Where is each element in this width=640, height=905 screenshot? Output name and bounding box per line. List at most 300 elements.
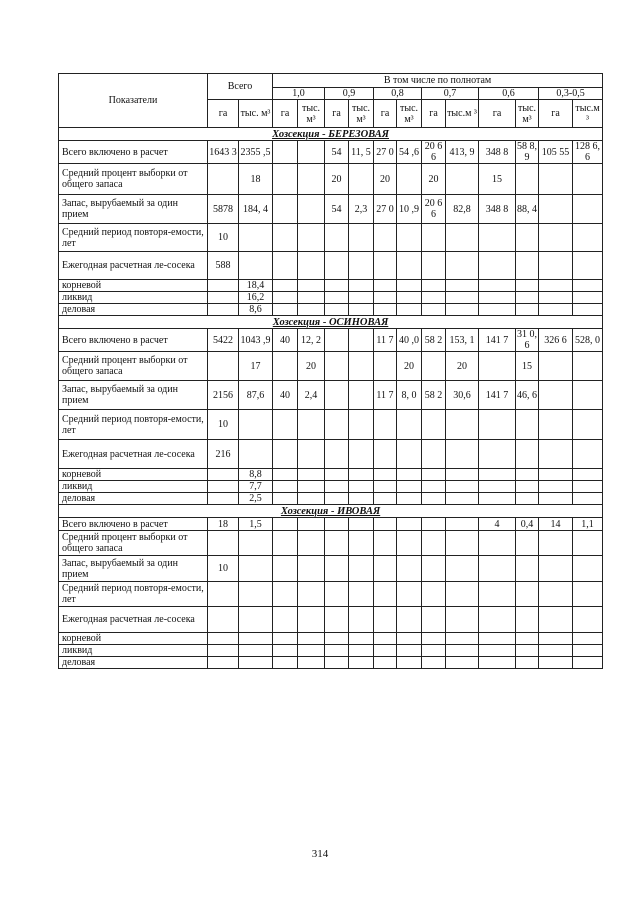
table-cell xyxy=(397,657,422,669)
table-cell xyxy=(397,410,422,440)
table-cell xyxy=(422,481,446,493)
table-cell xyxy=(446,280,479,292)
table-cell xyxy=(573,633,603,645)
table-cell: 20 66 xyxy=(422,141,446,164)
table-cell xyxy=(273,493,298,505)
table-cell xyxy=(397,607,422,633)
table-cell xyxy=(446,224,479,252)
row-label: деловая xyxy=(59,304,208,316)
header-unit: тыс. м³ xyxy=(349,100,374,128)
header-unit: га xyxy=(479,100,516,128)
table-cell xyxy=(298,141,325,164)
table-cell: 15 xyxy=(479,164,516,195)
table-cell xyxy=(273,633,298,645)
table-cell xyxy=(422,352,446,381)
table-row xyxy=(59,224,603,252)
table-cell: 105 55 xyxy=(539,141,573,164)
table-cell xyxy=(573,645,603,657)
page-number: 314 xyxy=(311,848,329,860)
table-cell xyxy=(349,493,374,505)
table-cell xyxy=(573,381,603,410)
table-cell xyxy=(325,469,349,481)
table-cell xyxy=(397,280,422,292)
table-cell xyxy=(298,481,325,493)
row-label: Средний период повторя-емости, лет xyxy=(59,410,208,440)
table-cell xyxy=(573,252,603,280)
table-cell xyxy=(446,582,479,607)
table-cell xyxy=(325,440,349,469)
table-cell xyxy=(349,329,374,352)
table-cell xyxy=(298,292,325,304)
table-cell xyxy=(479,352,516,381)
table-cell xyxy=(273,141,298,164)
table-cell xyxy=(422,582,446,607)
row-label: Запас, вырубаемый за один прием xyxy=(59,556,208,582)
header-unit: тыс.м ³ xyxy=(573,100,603,128)
table-cell xyxy=(573,224,603,252)
table-cell xyxy=(573,352,603,381)
table-cell xyxy=(573,292,603,304)
header-indicator: Показатели xyxy=(59,74,208,128)
table-cell xyxy=(479,304,516,316)
table-cell: 18,4 xyxy=(239,280,273,292)
table-cell xyxy=(374,657,397,669)
table-cell xyxy=(239,657,273,669)
table-cell xyxy=(325,645,349,657)
table-cell xyxy=(397,493,422,505)
table-cell xyxy=(516,280,539,292)
table-cell xyxy=(539,633,573,645)
table-cell xyxy=(325,304,349,316)
table-cell: 20 xyxy=(397,352,422,381)
table-cell xyxy=(374,352,397,381)
table-cell xyxy=(573,531,603,556)
table-cell xyxy=(349,292,374,304)
table-cell xyxy=(349,440,374,469)
table-cell xyxy=(446,440,479,469)
table-cell xyxy=(374,292,397,304)
table-cell xyxy=(516,556,539,582)
table-cell xyxy=(539,195,573,224)
row-label: Запас, вырубаемый за один прием xyxy=(59,381,208,410)
row-label: ликвид xyxy=(59,645,208,657)
table-cell xyxy=(573,481,603,493)
table-cell: 216 xyxy=(208,440,239,469)
table-cell xyxy=(298,518,325,531)
table-cell: 46, 6 xyxy=(516,381,539,410)
table-cell xyxy=(208,531,239,556)
table-cell xyxy=(239,224,273,252)
table-cell: 10 xyxy=(208,556,239,582)
table-cell: 1643 3 xyxy=(208,141,239,164)
row-label: Ежегодная расчетная ле-сосека xyxy=(59,440,208,469)
row-label: Всего включено в расчет xyxy=(59,518,208,531)
table-cell xyxy=(479,556,516,582)
table-cell xyxy=(516,493,539,505)
table-cell xyxy=(516,481,539,493)
table-cell xyxy=(422,304,446,316)
table-cell xyxy=(397,304,422,316)
table-cell: 128 6,6 xyxy=(573,141,603,164)
table-cell xyxy=(479,469,516,481)
table-cell xyxy=(325,292,349,304)
table-cell xyxy=(422,252,446,280)
table-cell xyxy=(539,493,573,505)
row-label: Ежегодная расчетная ле-сосека xyxy=(59,252,208,280)
table-cell xyxy=(539,292,573,304)
table-cell xyxy=(325,224,349,252)
table-cell xyxy=(325,329,349,352)
table-cell: 14 xyxy=(539,518,573,531)
table-cell xyxy=(208,469,239,481)
table-cell xyxy=(479,292,516,304)
table-row xyxy=(59,556,603,582)
table-cell: 58 8,9 xyxy=(517,141,537,163)
table-cell xyxy=(349,556,374,582)
table-cell: 2355 ,5 xyxy=(239,141,273,164)
table-cell xyxy=(397,645,422,657)
table-cell xyxy=(573,657,603,669)
table-cell xyxy=(298,657,325,669)
table-cell: 528, 0 xyxy=(573,329,603,352)
table-cell xyxy=(349,304,374,316)
table-cell xyxy=(239,252,273,280)
table-row xyxy=(59,410,603,440)
header-by-density: В том числе по полнотам xyxy=(273,74,603,88)
table-cell xyxy=(516,224,539,252)
table-cell xyxy=(273,410,298,440)
table-cell: 1,1 xyxy=(573,518,603,531)
table-cell: 141 7 xyxy=(479,381,516,410)
row-label: Средний процент выборки от общего запаса xyxy=(59,352,208,381)
table-cell xyxy=(539,469,573,481)
row-label: деловая xyxy=(59,657,208,669)
table-cell xyxy=(539,224,573,252)
table-cell xyxy=(273,304,298,316)
table-row xyxy=(59,518,603,531)
table-cell xyxy=(273,607,298,633)
table-cell xyxy=(479,531,516,556)
header-unit: тыс. м³ xyxy=(239,100,273,128)
table-cell xyxy=(208,657,239,669)
table-cell xyxy=(273,252,298,280)
table-cell xyxy=(539,657,573,669)
table-cell: 27 0 xyxy=(374,141,397,164)
table-cell xyxy=(349,531,374,556)
table-cell xyxy=(273,657,298,669)
table-cell xyxy=(446,469,479,481)
table-cell xyxy=(239,556,273,582)
table-cell xyxy=(516,582,539,607)
table-cell xyxy=(397,518,422,531)
table-cell xyxy=(298,304,325,316)
table-cell xyxy=(273,164,298,195)
table-cell xyxy=(539,280,573,292)
table-cell xyxy=(273,224,298,252)
table-cell xyxy=(298,164,325,195)
table-cell: 20 xyxy=(325,164,349,195)
table-cell: 4 xyxy=(479,518,516,531)
table-cell: 2156 xyxy=(208,381,239,410)
table-row xyxy=(59,645,603,657)
table-row xyxy=(59,469,603,481)
table-row xyxy=(59,582,603,607)
table-cell xyxy=(273,582,298,607)
table-cell xyxy=(516,252,539,280)
table-cell xyxy=(573,304,603,316)
table-cell xyxy=(516,410,539,440)
table-cell xyxy=(273,556,298,582)
table-cell xyxy=(208,645,239,657)
table-cell: 1,5 xyxy=(239,518,273,531)
header-density: 0,7 xyxy=(422,88,479,100)
table-cell xyxy=(422,633,446,645)
table-cell xyxy=(239,440,273,469)
table-cell xyxy=(273,645,298,657)
table-cell xyxy=(573,556,603,582)
table-cell xyxy=(273,531,298,556)
table-cell xyxy=(208,633,239,645)
table-cell xyxy=(325,410,349,440)
table-cell xyxy=(516,531,539,556)
table-cell: 5422 xyxy=(208,329,239,352)
table-cell xyxy=(539,304,573,316)
table-cell xyxy=(349,481,374,493)
table-cell xyxy=(239,607,273,633)
table-cell xyxy=(325,481,349,493)
table-cell: 87,6 xyxy=(239,381,273,410)
table-cell xyxy=(273,440,298,469)
table-cell xyxy=(446,252,479,280)
table-cell xyxy=(325,493,349,505)
table-cell xyxy=(516,440,539,469)
table-cell xyxy=(325,582,349,607)
harvest-calculation-table xyxy=(58,73,603,669)
table-cell: 20 xyxy=(422,164,446,195)
row-label: корневой xyxy=(59,280,208,292)
table-cell xyxy=(349,633,374,645)
table-cell xyxy=(516,657,539,669)
table-cell: 58 2 xyxy=(422,329,446,352)
table-cell xyxy=(422,556,446,582)
table-cell xyxy=(374,252,397,280)
table-cell xyxy=(239,582,273,607)
header-unit: га xyxy=(208,100,239,128)
table-cell xyxy=(374,224,397,252)
table-cell xyxy=(273,481,298,493)
table-row xyxy=(59,493,603,505)
table-cell xyxy=(422,469,446,481)
table-cell: 588 xyxy=(208,252,239,280)
header-total: Всего xyxy=(208,74,273,100)
table-cell xyxy=(539,164,573,195)
table-cell xyxy=(573,607,603,633)
table-cell xyxy=(516,607,539,633)
table-row xyxy=(59,531,603,556)
header-density: 1,0 xyxy=(273,88,325,100)
table-cell xyxy=(374,645,397,657)
table-cell xyxy=(573,280,603,292)
table-cell: 8,6 xyxy=(239,304,273,316)
table-cell: 31 0,6 xyxy=(517,329,537,351)
table-cell xyxy=(349,518,374,531)
table-cell xyxy=(374,531,397,556)
table-cell xyxy=(298,195,325,224)
header-unit: тыс. м³ xyxy=(397,100,422,128)
table-cell: 348 8 xyxy=(479,195,516,224)
row-label: Всего включено в расчет xyxy=(59,329,208,352)
table-cell xyxy=(208,352,239,381)
table-cell xyxy=(374,410,397,440)
row-label: Средний процент выборки от общего запаса xyxy=(59,164,208,195)
table-row xyxy=(59,252,603,280)
row-label: ликвид xyxy=(59,481,208,493)
table-cell: 54 xyxy=(325,195,349,224)
table-cell xyxy=(479,410,516,440)
table-cell: 8, 0 xyxy=(397,381,422,410)
table-cell: 20 xyxy=(446,352,479,381)
table-cell xyxy=(573,195,603,224)
section-title: Хозсекция - ОСИНОВАЯ xyxy=(59,316,603,329)
table-cell: 10 xyxy=(208,224,239,252)
table-cell xyxy=(446,556,479,582)
table-cell: 11 7 xyxy=(374,329,397,352)
table-cell xyxy=(298,556,325,582)
table-cell xyxy=(573,493,603,505)
table-cell xyxy=(397,481,422,493)
table-cell xyxy=(273,195,298,224)
table-cell xyxy=(422,292,446,304)
table-cell xyxy=(349,607,374,633)
table-cell xyxy=(446,633,479,645)
table-cell: 40 ,0 xyxy=(397,329,422,352)
table-cell xyxy=(349,352,374,381)
table-cell xyxy=(349,252,374,280)
table-cell xyxy=(208,493,239,505)
table-cell xyxy=(325,657,349,669)
table-cell xyxy=(479,440,516,469)
table-cell xyxy=(298,224,325,252)
table-cell xyxy=(446,607,479,633)
table-cell xyxy=(298,633,325,645)
table-cell xyxy=(397,556,422,582)
table-cell xyxy=(273,352,298,381)
table-cell xyxy=(446,645,479,657)
table-cell xyxy=(516,645,539,657)
table-cell xyxy=(446,518,479,531)
table-cell xyxy=(298,440,325,469)
table-cell xyxy=(573,469,603,481)
table-cell xyxy=(325,607,349,633)
header-unit: тыс.м ³ xyxy=(446,100,479,128)
table-cell xyxy=(374,633,397,645)
table-cell xyxy=(422,440,446,469)
row-label: Запас, вырубаемый за один прием xyxy=(59,195,208,224)
header-density: 0,3-0,5 xyxy=(539,88,603,100)
table-cell xyxy=(397,633,422,645)
table-cell: 16,2 xyxy=(239,292,273,304)
table-cell xyxy=(516,469,539,481)
table-cell xyxy=(239,531,273,556)
table-cell: 2,4 xyxy=(298,381,325,410)
row-label: Всего включено в расчет xyxy=(59,141,208,164)
table-cell xyxy=(273,469,298,481)
table-cell xyxy=(374,582,397,607)
table-cell xyxy=(479,493,516,505)
table-cell: 88, 4 xyxy=(516,195,539,224)
table-cell xyxy=(208,304,239,316)
table-cell xyxy=(539,410,573,440)
table-cell xyxy=(208,292,239,304)
row-label: Средний период повторя-емости, лет xyxy=(59,582,208,607)
table-cell xyxy=(298,410,325,440)
table-cell xyxy=(479,481,516,493)
table-cell xyxy=(208,481,239,493)
table-cell: 2,5 xyxy=(239,493,273,505)
header-unit: га xyxy=(539,100,573,128)
table-cell xyxy=(374,518,397,531)
table-cell xyxy=(479,280,516,292)
table-cell xyxy=(273,292,298,304)
table-cell xyxy=(325,633,349,645)
table-cell xyxy=(298,645,325,657)
table-cell xyxy=(479,582,516,607)
table-cell xyxy=(539,352,573,381)
table-cell: 0,4 xyxy=(516,518,539,531)
table-cell xyxy=(573,164,603,195)
table-cell xyxy=(273,518,298,531)
table-cell xyxy=(539,556,573,582)
table-cell xyxy=(349,657,374,669)
table-cell: 11, 5 xyxy=(349,141,374,164)
row-label: деловая xyxy=(59,493,208,505)
section-title: Хозсекция - ИВОВАЯ xyxy=(59,505,603,518)
table-cell xyxy=(422,607,446,633)
table-cell xyxy=(349,381,374,410)
table-cell xyxy=(298,607,325,633)
table-cell xyxy=(208,164,239,195)
table-cell: 153, 1 xyxy=(446,329,479,352)
table-cell xyxy=(397,531,422,556)
table-cell xyxy=(298,252,325,280)
table-cell xyxy=(573,440,603,469)
table-cell: 1043 ,9 xyxy=(239,329,273,352)
table-cell xyxy=(374,481,397,493)
table-cell xyxy=(349,280,374,292)
table-cell: 2,3 xyxy=(349,195,374,224)
table-cell xyxy=(349,582,374,607)
table-cell xyxy=(479,224,516,252)
table-cell xyxy=(239,410,273,440)
section-title: Хозсекция - БЕРЕЗОВАЯ xyxy=(59,128,603,141)
table-cell xyxy=(298,531,325,556)
table-cell: 18 xyxy=(239,164,273,195)
row-label: корневой xyxy=(59,469,208,481)
header-unit: тыс. м³ xyxy=(298,100,325,128)
table-cell xyxy=(397,252,422,280)
table-row xyxy=(59,195,603,224)
table-cell xyxy=(479,252,516,280)
table-cell xyxy=(325,531,349,556)
table-row xyxy=(59,329,603,352)
table-cell xyxy=(479,657,516,669)
header-density: 0,6 xyxy=(479,88,539,100)
table-cell xyxy=(422,657,446,669)
table-cell xyxy=(397,440,422,469)
table-cell xyxy=(539,607,573,633)
table-cell xyxy=(374,493,397,505)
table-row xyxy=(59,141,603,164)
